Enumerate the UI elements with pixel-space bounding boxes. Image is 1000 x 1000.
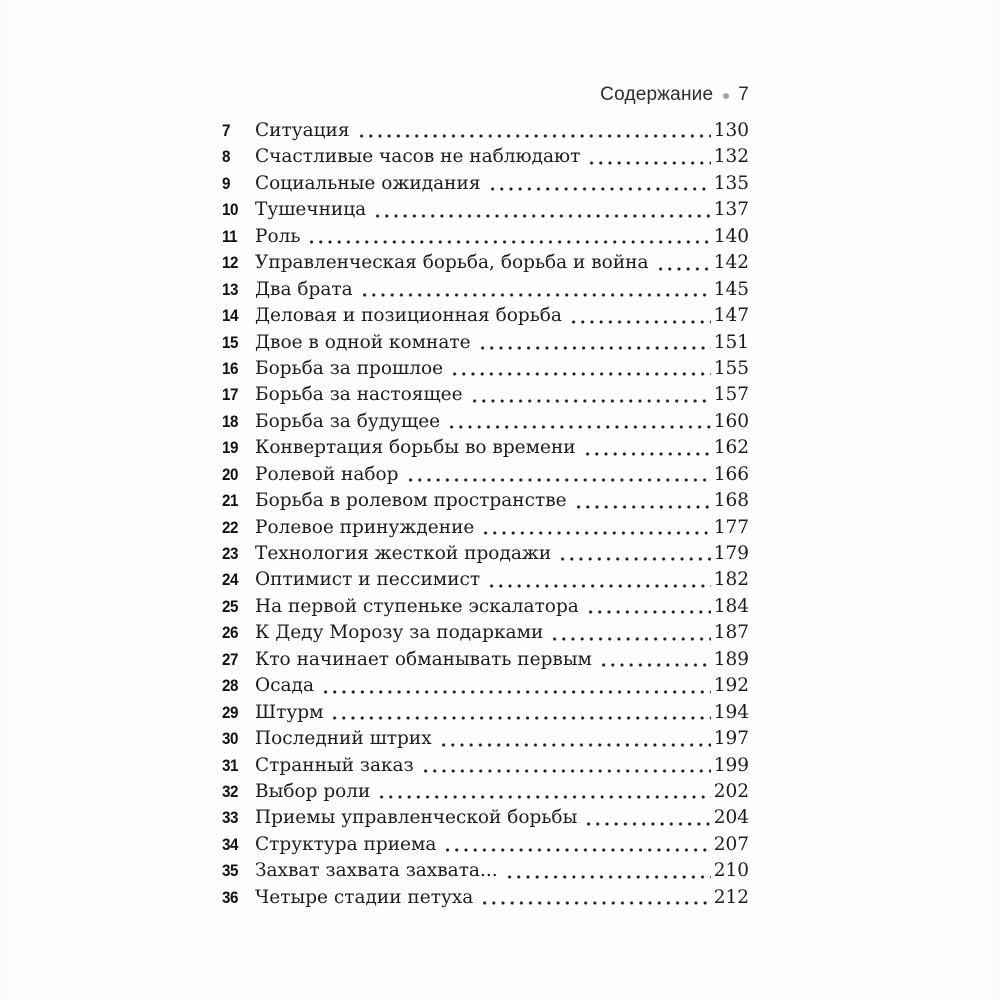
toc-row: [222, 277, 749, 303]
toc-row: [222, 673, 749, 699]
chapter-number: 35: [222, 862, 238, 881]
page-number: 168: [713, 490, 749, 512]
page-number: 155: [713, 357, 749, 379]
dot-leader: [556, 541, 710, 567]
chapter-title: Странный заказ: [255, 754, 414, 776]
toc-row: [222, 726, 749, 752]
chapter-title: Социальные ожидания: [255, 172, 481, 194]
running-head-title: Содержание: [600, 84, 714, 105]
chapter-title: Ролевое принуждение: [255, 516, 475, 538]
dot-leader: [597, 647, 711, 673]
toc-row: [222, 832, 749, 858]
chapter-number: 14: [222, 307, 238, 326]
chapter-number: 28: [222, 677, 238, 696]
chapter-number: 27: [222, 650, 238, 669]
page-number: 179: [713, 543, 749, 564]
dot-leader: [585, 144, 710, 170]
page-number: 194: [713, 701, 749, 723]
dot-leader: [358, 277, 711, 303]
chapter-number: 32: [222, 782, 238, 801]
page-number: 182: [713, 569, 749, 591]
chapter-title: На первой ступеньке эскалатора: [255, 595, 579, 617]
chapter-title: Деловая и позиционная борьба: [255, 305, 562, 327]
dot-leader: [355, 118, 711, 144]
toc-row: [222, 171, 749, 197]
toc-row: [222, 144, 749, 170]
chapter-title: Технология жесткой продажи: [255, 543, 552, 564]
chapter-number: 22: [222, 518, 238, 537]
dot-leader: [485, 567, 711, 593]
chapter-number: 17: [222, 386, 238, 405]
chapter-number: 7: [222, 122, 230, 140]
toc-row: [222, 224, 749, 250]
toc-row: [222, 118, 749, 144]
table-of-contents: [222, 118, 749, 911]
page-number: 142: [713, 252, 749, 274]
chapter-title: Борьба за настоящее: [255, 384, 463, 406]
dot-leader: [548, 620, 710, 646]
page-number: 140: [713, 225, 749, 247]
dot-leader: [479, 515, 710, 541]
chapter-title: Двое в одной комнате: [255, 331, 471, 353]
dot-leader: [572, 488, 711, 514]
chapter-number: 19: [222, 439, 238, 458]
toc-row: [222, 805, 749, 831]
chapter-number: 34: [222, 835, 238, 854]
chapter-title: Конвертация борьбы во времени: [255, 437, 576, 459]
toc-row: [222, 700, 749, 726]
toc-row: [222, 541, 749, 567]
dot-leader: [476, 330, 711, 356]
chapter-number: 30: [222, 730, 238, 749]
chapter-number: 23: [222, 545, 238, 563]
chapter-number: 11: [222, 227, 238, 246]
chapter-number: 13: [222, 280, 238, 299]
page-number: 210: [713, 860, 749, 882]
toc-row: [222, 885, 749, 911]
toc-row: [222, 647, 749, 673]
chapter-number: 36: [222, 888, 238, 907]
page-number: 157: [713, 384, 749, 406]
toc-row: [222, 303, 749, 329]
chapter-title: Последний штрих: [255, 728, 432, 750]
dot-leader: [468, 382, 711, 408]
toc-row: [222, 753, 749, 779]
page-number: 197: [713, 728, 749, 750]
chapter-number: 31: [222, 756, 238, 775]
page-number: 130: [713, 120, 749, 141]
chapter-number: 26: [222, 624, 238, 643]
dot-leader: [582, 805, 710, 831]
dot-leader: [437, 726, 711, 752]
dot-leader: [654, 250, 711, 276]
dot-leader: [478, 885, 710, 911]
page-number: 177: [713, 516, 749, 538]
running-head: [222, 84, 749, 106]
chapter-title: Приемы управленческой борьбы: [255, 807, 578, 829]
toc-row: [222, 435, 749, 461]
dot-leader: [448, 356, 711, 382]
chapter-number: 15: [222, 333, 238, 352]
dot-leader: [581, 435, 711, 461]
page-number: 207: [713, 833, 749, 855]
chapter-title: Счастливые часов не наблюдают: [255, 146, 581, 168]
chapter-title: К Деду Морозу за подарками: [255, 622, 544, 644]
toc-row: [222, 250, 749, 276]
chapter-title: Управленческая борьба, борьба и война: [255, 252, 649, 274]
page-number: 202: [713, 780, 749, 802]
toc-row: [222, 488, 749, 514]
page-number: 147: [713, 305, 749, 327]
page-number: 189: [713, 648, 749, 670]
page-number: 151: [713, 331, 749, 353]
toc-row: [222, 567, 749, 593]
toc-row: [222, 779, 749, 805]
page-number: 184: [713, 595, 749, 617]
page-number: 192: [713, 675, 749, 697]
chapter-number: 18: [222, 412, 238, 431]
chapter-title: Роль: [255, 225, 301, 247]
page-number: 212: [713, 886, 749, 908]
chapter-title: Два брата: [255, 278, 353, 300]
toc-row: [222, 858, 749, 884]
dot-leader: [419, 753, 711, 779]
bullet-separator-icon: [723, 93, 729, 99]
chapter-title: Борьба в ролевом пространстве: [255, 490, 567, 512]
chapter-title: Оптимист и пессимист: [255, 569, 481, 591]
toc-row: [222, 594, 749, 620]
chapter-title: Ролевой набор: [255, 463, 399, 485]
page-number: 166: [713, 463, 749, 485]
chapter-title: Структура приема: [255, 833, 437, 855]
chapter-number: 10: [222, 201, 238, 220]
chapter-number: 29: [222, 703, 238, 722]
chapter-title: Борьба за будущее: [255, 410, 441, 432]
dot-leader: [567, 303, 711, 329]
dot-leader: [486, 171, 711, 197]
page-number: 160: [713, 410, 749, 432]
page-number: 204: [713, 807, 749, 829]
chapter-title: Осада: [255, 675, 314, 697]
dot-leader: [375, 779, 710, 805]
chapter-number: 25: [222, 597, 238, 616]
chapter-title: Кто начинает обманывать первым: [255, 648, 592, 670]
dot-leader: [328, 700, 710, 726]
chapter-title: Борьба за прошлое: [255, 357, 444, 379]
chapter-number: 9: [222, 174, 230, 193]
chapter-title: Ситуация: [255, 120, 350, 141]
running-head-page-number: 7: [738, 84, 749, 105]
toc-row: [222, 197, 749, 223]
chapter-number: 21: [222, 492, 238, 511]
page-number: 135: [713, 172, 749, 194]
chapter-title: Выбор роли: [255, 780, 371, 802]
dot-leader: [371, 197, 710, 223]
chapter-title: Тушечница: [255, 199, 367, 221]
page-number: 137: [713, 199, 749, 221]
page-number: 145: [713, 278, 749, 300]
chapter-title: Захват захвата захвата...: [255, 860, 498, 882]
chapter-title: Штурм: [255, 701, 324, 723]
page-number: 162: [713, 437, 749, 459]
chapter-number: 12: [222, 254, 238, 273]
toc-row: [222, 462, 749, 488]
toc-row: [222, 356, 749, 382]
chapter-number: 16: [222, 359, 238, 378]
chapter-number: 20: [222, 465, 238, 484]
toc-row: [222, 515, 749, 541]
chapter-number: 24: [222, 571, 238, 590]
toc-row: [222, 330, 749, 356]
toc-row: [222, 382, 749, 408]
dot-leader: [584, 594, 711, 620]
page-number: 132: [713, 146, 749, 168]
dot-leader: [319, 673, 711, 699]
chapter-number: 8: [222, 148, 230, 167]
page-number: 187: [713, 622, 749, 644]
toc-row: [222, 620, 749, 646]
dot-leader: [441, 832, 710, 858]
toc-row: [222, 409, 749, 435]
dot-leader: [445, 409, 711, 435]
dot-leader: [305, 224, 710, 250]
chapter-number: 33: [222, 809, 238, 828]
chapter-title: Четыре стадии петуха: [255, 886, 474, 908]
page-number: 199: [713, 754, 749, 776]
dot-leader: [503, 858, 711, 884]
dot-leader: [404, 462, 711, 488]
